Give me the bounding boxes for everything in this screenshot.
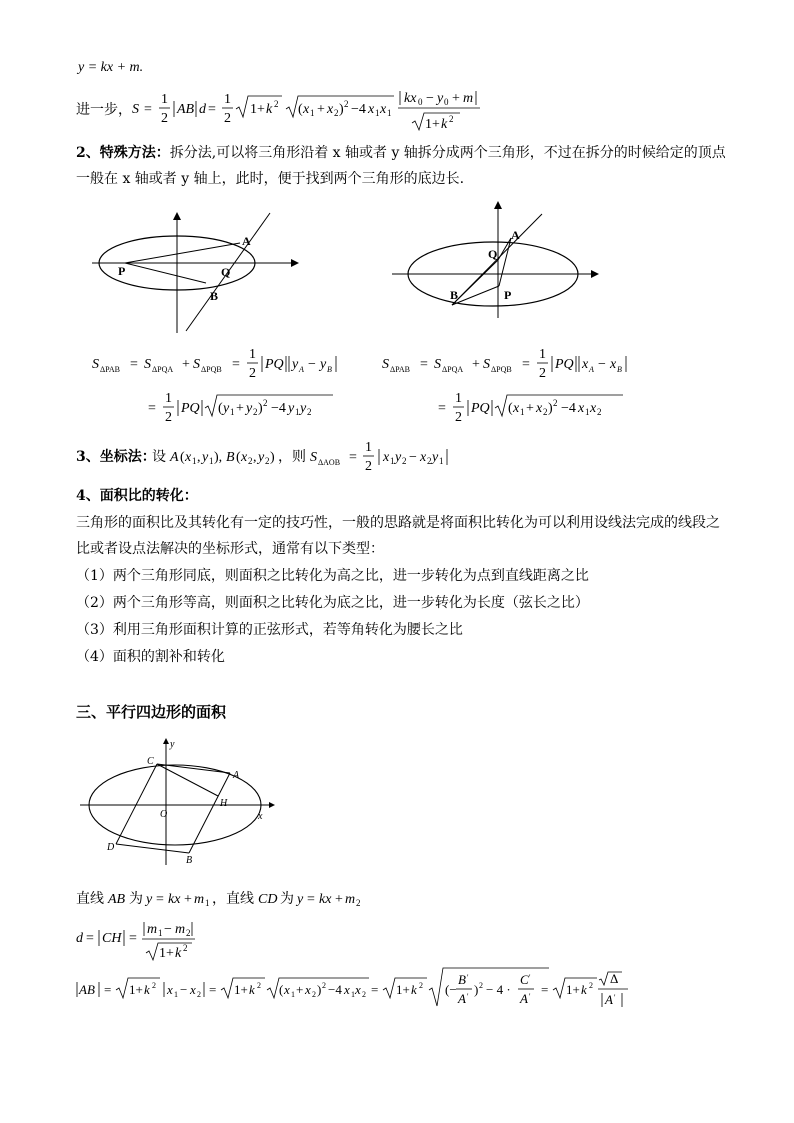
label-a: A: [233, 770, 240, 781]
svg-text:=: =: [104, 982, 112, 997]
svg-text:ΔPAB: ΔPAB: [390, 365, 410, 374]
svg-text:，则: ，则: [278, 450, 306, 465]
area-formula: [130, 84, 510, 136]
area-ratio-para1: 三角形的面积比及其转化有一定的技巧性，一般的思路就是将面积比转化为可以利用设线法完成的线段之: [76, 515, 720, 531]
svg-text:x: x: [344, 982, 350, 997]
svg-text:x: x: [355, 982, 361, 997]
svg-text:1+: 1+: [234, 982, 248, 997]
svg-text:PQ: PQ: [265, 357, 284, 372]
svg-text:2: 2: [479, 981, 483, 990]
svg-text:,: ,: [253, 450, 257, 465]
svg-text:k: k: [175, 946, 182, 961]
svg-text:，直线: ，直线: [212, 892, 254, 907]
svg-text:y: y: [202, 450, 209, 465]
svg-text:2: 2: [455, 410, 462, 424]
svg-text:1: 1: [249, 347, 256, 362]
svg-text:1: 1: [205, 898, 210, 908]
lines-ab-cd: [74, 884, 374, 912]
svg-text:=: =: [130, 357, 138, 372]
svg-text:m: m: [463, 91, 474, 106]
svg-text:=: =: [307, 892, 315, 907]
svg-text:−: −: [164, 922, 172, 937]
svg-text:PQ: PQ: [471, 401, 490, 416]
svg-text:PQ: PQ: [181, 401, 200, 416]
svg-text:k: k: [441, 117, 448, 132]
list-item: （4）面积的割补和转化: [76, 649, 225, 665]
svg-text:x: x: [513, 401, 520, 416]
svg-text:=: =: [86, 931, 94, 946]
svg-text:A: A: [299, 365, 304, 374]
svg-text:2: 2: [344, 99, 349, 109]
svg-text:B: B: [458, 972, 466, 987]
label-d: D: [107, 842, 115, 853]
svg-text:y: y: [288, 401, 295, 416]
svg-text:x: x: [380, 102, 387, 117]
svg-text:x: x: [383, 450, 390, 465]
svg-text:CD: CD: [258, 892, 278, 907]
svg-text:x: x: [536, 401, 543, 416]
svg-text:x: x: [578, 401, 585, 416]
svg-text:2: 2: [553, 398, 558, 408]
special-method-text2: 一般在 x 轴或者 y 轴上，此时，便于找到两个三角形的底边长.: [76, 171, 465, 187]
svg-text:d: d: [199, 102, 206, 117]
svg-text:2: 2: [197, 990, 201, 999]
svg-text:S: S: [382, 357, 389, 372]
svg-text:,: ,: [197, 450, 201, 465]
svg-text:S: S: [193, 357, 200, 372]
svg-text:1: 1: [209, 456, 214, 466]
svg-text:2: 2: [334, 108, 339, 118]
svg-text:1: 1: [455, 391, 462, 406]
svg-text:−: −: [426, 91, 434, 106]
svg-text:ΔPQA: ΔPQA: [442, 365, 464, 374]
svg-text:−4: −4: [271, 401, 286, 416]
svg-text:': ': [467, 992, 469, 1001]
svg-text:ΔAOB: ΔAOB: [318, 458, 341, 467]
svg-text:x: x: [590, 401, 597, 416]
svg-text:1: 1: [295, 407, 300, 417]
svg-text:2: 2: [365, 459, 372, 474]
svg-text:ΔPQB: ΔPQB: [201, 365, 222, 374]
svg-text:=: =: [209, 982, 217, 997]
special-method-heading: 2、特殊方法：: [76, 145, 170, 161]
svg-text:2: 2: [449, 114, 454, 124]
svg-text:1: 1: [375, 108, 380, 118]
svg-text:2: 2: [152, 981, 156, 990]
svg-text:=: =: [371, 982, 379, 997]
svg-text:2: 2: [307, 407, 312, 417]
list-item: （3）利用三角形面积计算的正弦形式，若等角转化为腰长之比: [76, 622, 463, 638]
svg-text:2: 2: [263, 398, 268, 408]
svg-text:2: 2: [249, 366, 256, 381]
coordinate-formula: [150, 434, 480, 478]
svg-text:为: 为: [129, 892, 143, 907]
svg-text:1+: 1+: [250, 102, 265, 117]
svg-text:x: x: [327, 102, 334, 117]
svg-text:kx: kx: [404, 91, 417, 106]
svg-text:+: +: [472, 357, 480, 372]
svg-text:x: x: [582, 357, 589, 372]
svg-text:y: y: [297, 892, 304, 907]
svg-text:1: 1: [291, 990, 295, 999]
svg-text:CH: CH: [102, 931, 122, 946]
svg-text:+: +: [452, 91, 460, 106]
svg-text:k: k: [249, 982, 255, 997]
svg-text:为: 为: [280, 892, 294, 907]
svg-text:0: 0: [444, 97, 449, 107]
svg-text:m: m: [345, 892, 356, 907]
svg-text:1+: 1+: [566, 982, 580, 997]
svg-text:=: =: [349, 450, 357, 465]
figure-split-y-axis: [390, 200, 605, 318]
svg-text:y: y: [223, 401, 230, 416]
svg-text:y: y: [437, 91, 444, 106]
svg-text:1: 1: [230, 407, 235, 417]
svg-text:=: =: [208, 102, 216, 117]
svg-text:直线: 直线: [76, 892, 104, 907]
svg-text:y: y: [258, 450, 265, 465]
svg-text:y: y: [292, 357, 299, 372]
svg-text:+: +: [236, 401, 244, 416]
svg-text:ΔPAB: ΔPAB: [100, 365, 120, 374]
formula-split-y: [378, 344, 648, 424]
axis-y-label: y: [170, 739, 175, 750]
svg-text:=: =: [129, 931, 137, 946]
svg-text:(: (: [298, 102, 303, 117]
area-ratio-heading: 4、面积比的转化：: [76, 488, 198, 504]
svg-text:2: 2: [362, 990, 366, 999]
svg-text:1+: 1+: [396, 982, 410, 997]
svg-text:2: 2: [419, 981, 423, 990]
svg-text:AB: AB: [108, 892, 126, 907]
svg-text:1+: 1+: [159, 946, 174, 961]
svg-text:=: =: [144, 102, 152, 117]
svg-text:AB: AB: [177, 102, 195, 117]
svg-text:': ': [614, 993, 616, 1002]
svg-text:m: m: [194, 892, 205, 907]
svg-text:1: 1: [174, 990, 178, 999]
label-p: P: [504, 288, 512, 302]
svg-text:S: S: [310, 450, 317, 465]
svg-text:1: 1: [192, 456, 197, 466]
svg-text:1: 1: [310, 108, 315, 118]
axis-x-label: x: [258, 811, 263, 822]
line-equation: y = kx + m.: [78, 60, 144, 75]
svg-text:2: 2: [427, 456, 432, 466]
svg-text:=: =: [148, 401, 156, 416]
svg-text:y: y: [320, 357, 327, 372]
svg-text:=: =: [156, 892, 164, 907]
svg-text:− 4 ·: − 4 ·: [486, 982, 511, 997]
svg-text:−: −: [308, 357, 316, 372]
svg-text:(: (: [508, 401, 513, 416]
svg-text:2: 2: [253, 407, 258, 417]
svg-text:kx: kx: [319, 892, 332, 907]
svg-text:): ): [270, 450, 275, 465]
svg-text:S: S: [144, 357, 151, 372]
svg-text:+: +: [335, 892, 343, 907]
svg-text:2: 2: [186, 928, 191, 938]
svg-text:1: 1: [539, 347, 546, 362]
svg-text:': ': [529, 992, 531, 1001]
svg-text:y: y: [146, 892, 153, 907]
label-h: H: [220, 798, 228, 809]
svg-text:+: +: [526, 401, 534, 416]
svg-text:S: S: [92, 357, 99, 372]
svg-text:2: 2: [597, 407, 602, 417]
svg-text:B: B: [617, 365, 622, 374]
svg-text:x: x: [190, 982, 196, 997]
svg-text:−: −: [598, 357, 606, 372]
svg-text:kx: kx: [168, 892, 181, 907]
svg-text:+: +: [317, 102, 325, 117]
svg-text:(−: (−: [445, 982, 457, 997]
formula-d: [74, 916, 224, 962]
svg-text:1: 1: [520, 407, 525, 417]
svg-text:1: 1: [161, 92, 168, 107]
svg-text:k: k: [266, 102, 273, 117]
svg-text:x: x: [284, 982, 290, 997]
svg-text:k: k: [144, 982, 150, 997]
svg-text:2: 2: [165, 410, 172, 424]
svg-text:A: A: [605, 992, 613, 1007]
svg-text:2: 2: [539, 366, 546, 381]
figure-parallelogram: [78, 733, 278, 868]
svg-text:1: 1: [224, 92, 231, 107]
svg-text:ΔPQB: ΔPQB: [491, 365, 512, 374]
svg-text:d: d: [76, 931, 83, 946]
label-a: A: [511, 228, 520, 242]
svg-text:AB: AB: [79, 982, 95, 997]
svg-text:1: 1: [585, 407, 590, 417]
label-c: C: [147, 756, 154, 767]
label-b: B: [186, 855, 193, 866]
svg-text:S: S: [483, 357, 490, 372]
label-b: B: [450, 288, 459, 302]
svg-text:−4: −4: [351, 102, 366, 117]
svg-text:C: C: [520, 972, 529, 987]
label-b: B: [210, 289, 219, 303]
formula-ab-length: [74, 966, 634, 1016]
svg-text:B: B: [226, 450, 235, 465]
area-ratio-para2: 比或者设点法解决的坐标形式，通常有以下类型：: [76, 541, 384, 557]
svg-text:S: S: [132, 102, 139, 117]
svg-text:2: 2: [322, 981, 326, 990]
svg-text:': ': [467, 973, 469, 982]
formula-split-x: [88, 344, 358, 424]
svg-text:+: +: [184, 892, 192, 907]
list-item: （1）两个三角形同底，则面积之比转化为高之比，进一步转化为点到直线距离之比: [76, 568, 589, 584]
label-q: Q: [221, 265, 231, 279]
svg-text:A: A: [170, 450, 179, 465]
figure-split-x-axis: [80, 205, 310, 340]
svg-text:): ): [317, 982, 322, 997]
svg-text:): ): [339, 102, 344, 117]
svg-text:y: y: [395, 450, 402, 465]
svg-text:1: 1: [351, 990, 355, 999]
label-o: O: [160, 809, 168, 820]
svg-text:y: y: [300, 401, 307, 416]
svg-text:x: x: [368, 102, 375, 117]
svg-text:): ): [548, 401, 553, 416]
svg-text:),: ),: [214, 450, 223, 465]
svg-text:−: −: [409, 450, 417, 465]
svg-text:1: 1: [365, 440, 372, 455]
svg-text:(: (: [236, 450, 241, 465]
svg-text:A: A: [589, 365, 594, 374]
list-item: （2）两个三角形等高，则面积之比转化为底之比，进一步转化为长度（弦长之比）: [76, 595, 589, 611]
svg-text:2: 2: [402, 456, 407, 466]
svg-text:y: y: [432, 450, 439, 465]
svg-text:ΔPQA: ΔPQA: [152, 365, 174, 374]
svg-text:1: 1: [387, 108, 392, 118]
svg-text:2: 2: [224, 111, 231, 126]
svg-text:2: 2: [257, 981, 261, 990]
label-q: Q: [488, 247, 498, 261]
svg-text:=: =: [541, 982, 549, 997]
svg-text:(: (: [180, 450, 185, 465]
svg-text:x: x: [305, 982, 311, 997]
svg-text:Δ: Δ: [610, 971, 619, 986]
svg-text:k: k: [411, 982, 417, 997]
svg-text:m: m: [147, 922, 158, 937]
section-title: 三、平行四边形的面积: [76, 703, 227, 721]
svg-text:设: 设: [152, 450, 166, 465]
label-p: P: [118, 264, 126, 278]
svg-text:=: =: [232, 357, 240, 372]
svg-text:): ): [258, 401, 263, 416]
svg-text:A: A: [458, 991, 466, 1006]
area-prefix: 进一步，: [76, 102, 132, 118]
svg-text:1: 1: [390, 456, 395, 466]
svg-text:1: 1: [165, 391, 172, 406]
svg-text:x: x: [167, 982, 173, 997]
svg-text:2: 2: [312, 990, 316, 999]
svg-text:=: =: [522, 357, 530, 372]
svg-text:=: =: [420, 357, 428, 372]
svg-text:': ': [529, 973, 531, 982]
coordinate-heading: 3、坐标法：: [76, 449, 156, 465]
svg-text:+: +: [296, 982, 304, 997]
special-method-text1: 拆分法,可以将三角形沿着 x 轴或者 y 轴拆分成两个三角形，不过在拆分的时候给定的顶点: [169, 145, 726, 161]
svg-text:(: (: [218, 401, 223, 416]
svg-text:=: =: [438, 401, 446, 416]
svg-text:2: 2: [183, 943, 188, 953]
svg-text:2: 2: [543, 407, 548, 417]
svg-text:−4: −4: [328, 982, 342, 997]
svg-text:2: 2: [589, 981, 593, 990]
svg-text:−4: −4: [561, 401, 576, 416]
svg-text:0: 0: [418, 97, 423, 107]
svg-text:1: 1: [158, 928, 163, 938]
svg-text:−: −: [180, 982, 188, 997]
svg-text:2: 2: [248, 456, 253, 466]
label-a: A: [242, 234, 251, 248]
svg-text:2: 2: [356, 898, 361, 908]
svg-text:(: (: [279, 982, 284, 997]
svg-text:): ): [474, 982, 479, 997]
svg-text:1: 1: [439, 456, 444, 466]
svg-text:x: x: [610, 357, 617, 372]
svg-text:B: B: [327, 365, 332, 374]
svg-text:+: +: [182, 357, 190, 372]
svg-text:x: x: [420, 450, 427, 465]
svg-text:k: k: [581, 982, 587, 997]
svg-text:y: y: [246, 401, 253, 416]
svg-text:1+: 1+: [425, 117, 440, 132]
svg-text:1+: 1+: [129, 982, 143, 997]
svg-text:x: x: [241, 450, 248, 465]
svg-text:PQ: PQ: [555, 357, 574, 372]
svg-text:S: S: [434, 357, 441, 372]
svg-text:x: x: [185, 450, 192, 465]
svg-text:A: A: [520, 991, 528, 1006]
svg-text:x: x: [303, 102, 310, 117]
svg-text:2: 2: [274, 99, 279, 109]
svg-text:2: 2: [161, 111, 168, 126]
svg-text:2: 2: [265, 456, 270, 466]
svg-text:m: m: [175, 922, 186, 937]
